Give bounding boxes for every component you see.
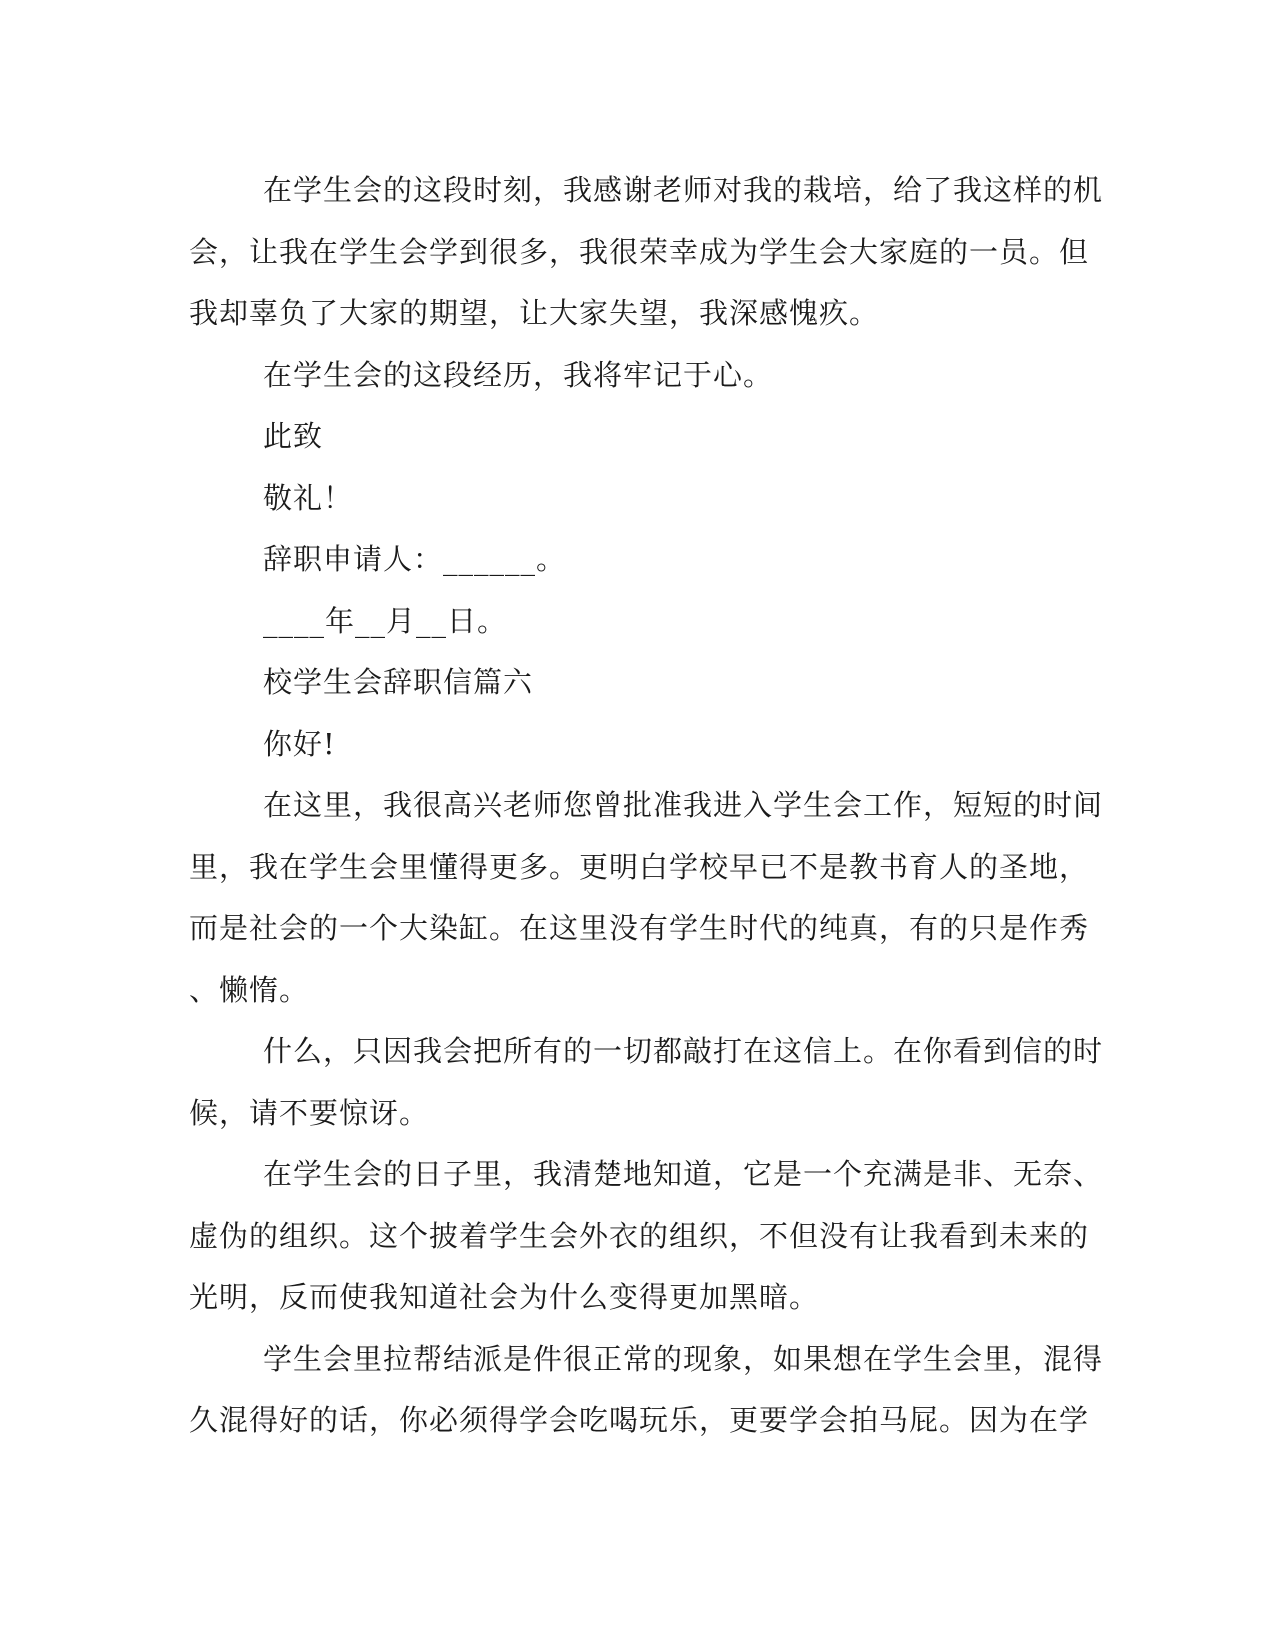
text-line: 候，请不要惊讶。 [189,1095,430,1130]
text-line: 光明，反而使我知道社会为什么变得更加黑暗。 [189,1280,820,1314]
text-line: 在学生会的日子里，我清楚地知道，它是一个充满是非、无奈、 [263,1157,1104,1191]
text-line: 我却辜负了大家的期望，让大家失望，我深感愧疚。 [189,296,880,330]
date-line: ____年__月__日。 [263,603,508,638]
greeting: 你好! [263,726,336,761]
applicant-signature-line: 辞职申请人：______。 [263,542,567,576]
text-line: 而是社会的一个大染缸。在这里没有学生时代的纯真，有的只是作秀 [189,911,1090,945]
text-line: 在学生会的这段时刻，我感谢老师对我的栽培，给了我这样的机 [263,173,1104,207]
text-line: 会，让我在学生会学到很多，我很荣幸成为学生会大家庭的一员。但 [189,234,1090,269]
text-line: 在学生会的这段经历，我将牢记于心。 [263,357,774,392]
text-line: 、懒惰。 [189,972,310,1007]
text-line: 什么，只因我会把所有的一切都敲打在这信上。在你看到信的时 [263,1034,1104,1068]
closing-salutation: 此致 [263,419,324,453]
text-line: 在这里，我很高兴老师您曾批准我进入学生会工作，短短的时间 [263,788,1104,822]
section-heading: 校学生会辞职信篇六 [263,665,534,699]
text-line: 里，我在学生会里懂得更多。更明白学校早已不是教书育人的圣地， [189,849,1090,884]
closing-regards: 敬礼！ [263,480,354,515]
text-line: 虚伪的组织。这个披着学生会外衣的组织，不但没有让我看到未来的 [189,1218,1090,1253]
text-line: 久混得好的话，你必须得学会吃喝玩乐，更要学会拍马屁。因为在学 [189,1403,1090,1437]
document-body [189,160,1104,1452]
text-line: 学生会里拉帮结派是件很正常的现象，如果想在学生会里，混得 [263,1341,1104,1376]
